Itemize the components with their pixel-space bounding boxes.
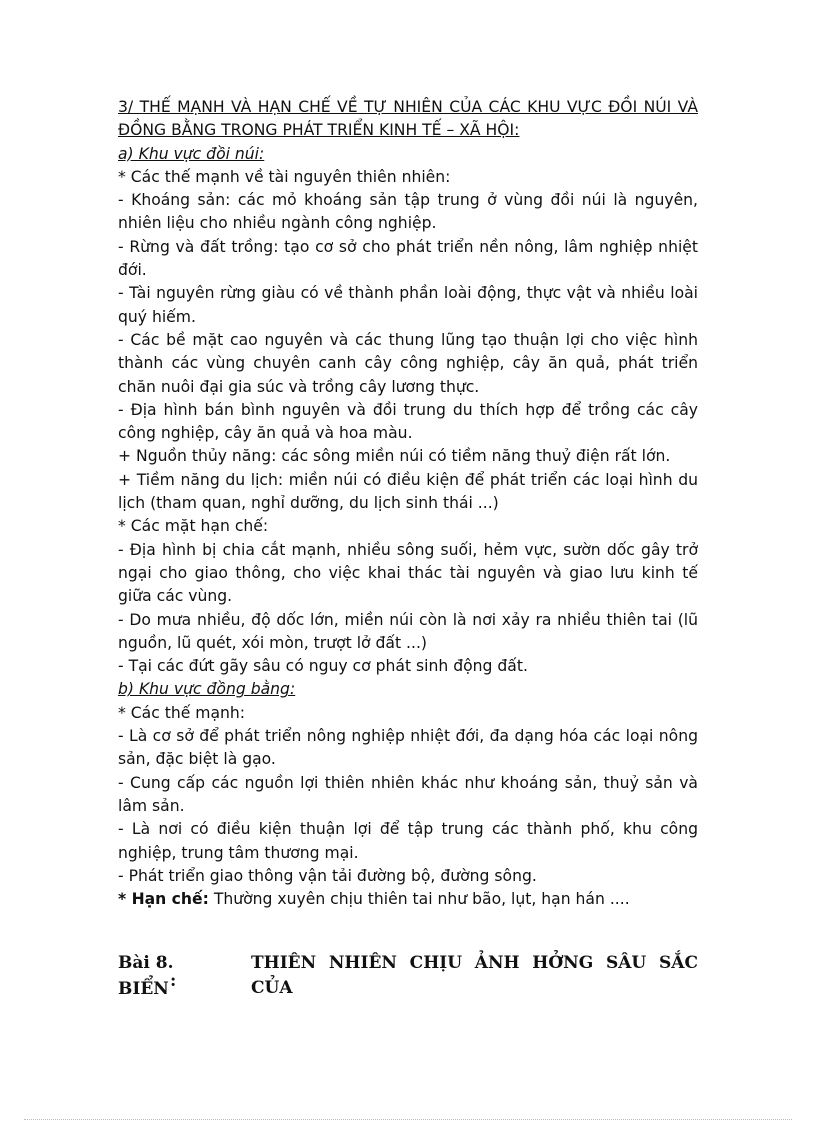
lesson-word: BIỂN — [118, 979, 169, 999]
page-bottom-divider — [24, 1119, 792, 1120]
paragraph: - Là cơ sở để phát triển nông nghiệp nhiệt đới, đa dạng hóa các loại nông sản, đặc biệt là gạo. — [118, 727, 698, 769]
paragraph: + Nguồn thủy năng: các sông miền núi có tiềm năng thuỷ điện rất lớn. — [118, 447, 671, 466]
paragraph: - Địa hình bán bình nguyên và đồi trung du thích hợp để trồng các cây công nghiệp, cây ăn quả và hoa màu. — [118, 400, 698, 443]
paragraph: - Địa hình bị chia cắt mạnh, nhiều sông suối, hẻm vực, sườn dốc gây trở ngại cho giao thông, cho việc khai thác tài nguyên và giao lưu kinh tế giữa các vùng. — [118, 540, 698, 606]
paragraph: - Các bề mặt cao nguyên và các thung lũng tạo thuận lợi cho việc hình thành các vùng chuyên canh cây công nghiệp, cây ăn quả, phát triển chăn nuôi đại gia súc và trồng cây lương thực. — [118, 330, 698, 396]
section-b-title: b) Khu vực đồng bằng: — [118, 680, 296, 699]
paragraph: - Tài nguyên rừng giàu có về thành phần loài động, thực vật và nhiều loài quý hiếm. — [118, 284, 698, 326]
lesson-number: Bài 8. — [118, 953, 174, 973]
section-a-limits-title: * Các mặt hạn chế: — [118, 517, 269, 536]
lesson-title: THIÊN NHIÊN CHỊU ẢNH HỞNG SÂU SẮC CỦA — [251, 953, 698, 998]
paragraph: + Tiềm năng du lịch: miền núi có điều kiện để phát triển các loại hình du lịch (tham quan, nghỉ dưỡng, du lịch sinh thái ...) — [118, 470, 698, 513]
paragraph: - Cung cấp các nguồn lợi thiên nhiên khác như khoáng sản, thuỷ sản và lâm sản. — [118, 773, 698, 815]
paragraph: - Là nơi có điều kiện thuận lợi để tập trung các thành phố, khu công nghiệp, trung tâm thương mại. — [118, 820, 698, 862]
paragraph: - Khoáng sản: các mỏ khoáng sản tập trung ở vùng đồi núi là nguyên, nhiên liệu cho nhiều ngành công nghiệp. — [118, 191, 698, 233]
section-a-title: a) Khu vực đồi núi: — [118, 144, 265, 163]
paragraph: - Do mưa nhiều, độ dốc lớn, miền núi còn là nơi xảy ra nhiều thiên tai (lũ nguồn, lũ quét, xói mòn, trượt lở đất ...) — [118, 610, 698, 652]
section-b-strengths-title: * Các thế mạnh: — [118, 703, 246, 722]
section-b-limits-label: * Hạn chế: — [118, 890, 209, 909]
section-heading: 3/ THẾ MẠNH VÀ HẠN CHẾ VỀ TỰ NHIÊN CỦA CÁC KHU VỰC ĐỒI NÚI VÀ ĐỒNG BẰNG TRONG PHÁT TRIỂN KINH TẾ – XÃ HỘI: — [118, 98, 698, 140]
paragraph: - Rừng và đất trồng: tạo cơ sở cho phát triển nền nông, lâm nghiệp nhiệt đới. — [118, 237, 698, 280]
lesson-colon: : — [170, 971, 177, 991]
paragraph: - Tại các đứt gãy sâu có nguy cơ phát sinh động đất. — [118, 657, 528, 676]
section-a-strengths-title: * Các thế mạnh về tài nguyên thiên nhiên: — [118, 167, 451, 186]
document-body — [118, 96, 698, 911]
section-b-limits-text: Thường xuyên chịu thiên tai như bão, lụt, hạn hán .... — [208, 890, 630, 909]
paragraph: - Phát triển giao thông vận tải đường bộ, đường sông. — [118, 866, 537, 885]
section-b-limits — [118, 888, 698, 911]
